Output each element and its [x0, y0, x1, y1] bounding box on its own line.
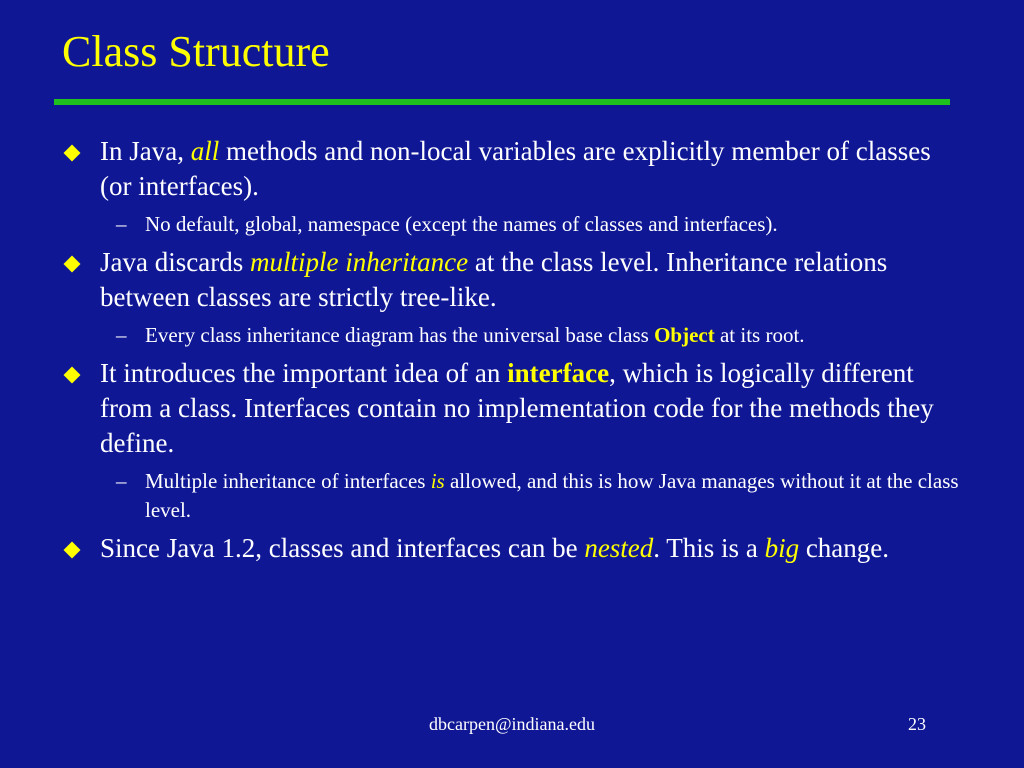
bullet-2-emphasis: multiple inheritance	[249, 247, 469, 277]
bullet-3	[62, 356, 962, 461]
sub-bullet-2-emphasis: Object	[654, 323, 715, 347]
bullet-4	[62, 531, 962, 566]
diamond-bullet-icon	[64, 542, 81, 559]
sub-bullet-3-text: Multiple inheritance of interfaces	[145, 469, 431, 493]
bullet-1-text-end: methods and non-local variables are explicitly member of classes (or interfaces).	[100, 136, 931, 201]
sub-bullet-3-emphasis: is	[430, 469, 445, 493]
sub-bullet-2-text-end: at its root.	[714, 323, 805, 347]
bullet-1	[62, 134, 962, 204]
bullet-1-text: In Java,	[100, 136, 191, 166]
bullet-4-emphasis: nested	[584, 533, 654, 563]
sub-bullet-1	[62, 210, 962, 239]
bullet-2-text: Java discards	[100, 247, 250, 277]
page-number: 23	[908, 714, 926, 734]
bullet-3-emphasis: interface	[507, 358, 610, 388]
diamond-bullet-icon	[64, 145, 81, 162]
bullet-3-text: It introduces the important idea of an	[100, 358, 508, 388]
slide-body	[62, 134, 962, 572]
diamond-bullet-icon	[64, 367, 81, 384]
bullet-2	[62, 245, 962, 315]
sub-bullet-3-text-end: allowed, and this is how Java manages without it at the class level.	[145, 469, 959, 522]
sub-bullet-2	[62, 321, 962, 350]
bullet-4-text-mid: . This is a	[653, 533, 765, 563]
slide-title: Class Structure	[62, 27, 330, 76]
dash-icon: –	[116, 469, 127, 493]
sub-bullet-1-text: No default, global, namespace (except the names of classes and interfaces).	[145, 212, 778, 236]
bullet-4-emphasis-2: big	[764, 533, 800, 563]
bullet-1-emphasis: all	[190, 136, 220, 166]
dash-icon: –	[116, 212, 127, 236]
bullet-3-text-end: , which is logically different from a class. Interfaces contain no implementation code for the methods they define.	[100, 358, 934, 458]
dash-icon: –	[116, 323, 127, 347]
bullet-2-text-end: at the class level. Inheritance relations between classes are strictly tree-like.	[100, 247, 888, 312]
diamond-bullet-icon	[64, 256, 81, 273]
sub-bullet-2-text: Every class inheritance diagram has the universal base class	[145, 323, 655, 347]
bullet-4-text: Since Java 1.2, classes and interfaces can be	[100, 533, 585, 563]
title-underline	[54, 99, 950, 105]
sub-bullet-3	[62, 467, 962, 525]
footer-email: dbcarpen@indiana.edu	[428, 714, 595, 734]
bullet-4-text-end: change.	[799, 533, 890, 563]
